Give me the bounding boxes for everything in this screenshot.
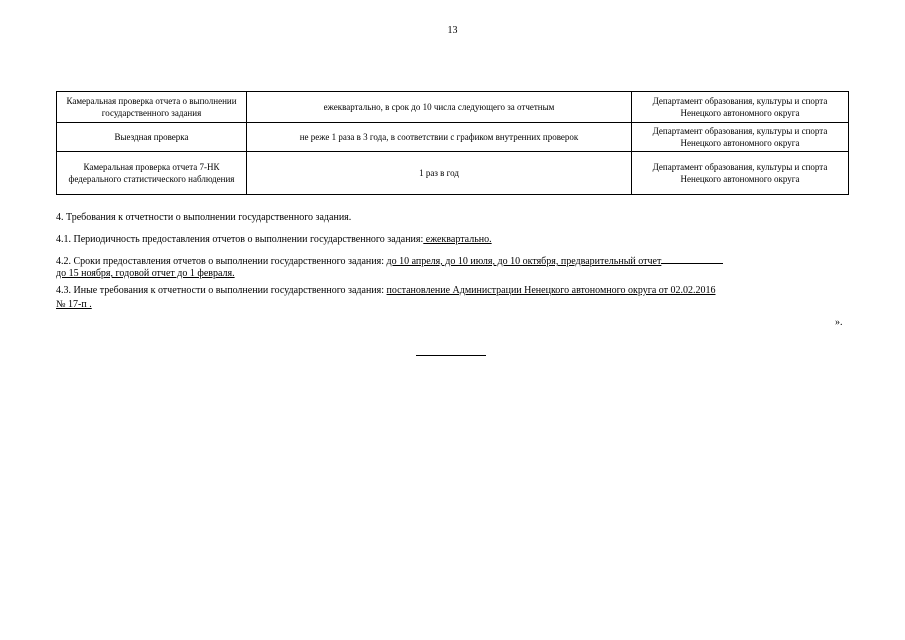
periodicity-cell: ежеквартально, в срок до 10 числа следующего за отчетным xyxy=(247,92,632,123)
control-form-cell: Камеральная проверка отчета 7-НК федерального статистического наблюдения xyxy=(57,152,247,195)
control-form-cell: Выездная проверка xyxy=(57,123,247,152)
authority-cell: Департамент образования, культуры и спорта Ненецкого автономного округа xyxy=(632,152,849,195)
section-4-1-value: ежеквартально. xyxy=(423,234,492,245)
periodicity-cell: 1 раз в год xyxy=(247,152,632,195)
fill-line xyxy=(661,254,723,264)
periodicity-cell: не реже 1 раза в 3 года, в соответствии с графиком внутренних проверок xyxy=(247,123,632,152)
section-4-3-value-1: постановление Администрации Ненецкого автономного округа от 02.02.2016 xyxy=(386,285,716,296)
section-4-3-line-2 xyxy=(56,298,848,311)
divider-line xyxy=(416,355,486,356)
authority-cell: Департамент образования, культуры и спорта Ненецкого автономного округа xyxy=(632,92,849,123)
section-4-title: 4. Требования к отчетности о выполнении государственного задания. xyxy=(56,212,352,223)
table-row xyxy=(57,152,849,195)
section-4-3-line-1 xyxy=(56,284,848,297)
section-4-2-line-2 xyxy=(56,267,848,280)
closing-quote: ». xyxy=(835,317,843,328)
control-form-cell: Камеральная проверка отчета о выполнении государственного задания xyxy=(57,92,247,123)
section-4-2-line-1 xyxy=(56,254,848,268)
control-table xyxy=(56,91,849,195)
page-number: 13 xyxy=(447,25,458,36)
section-4-3-label: 4.3. Иные требования к отчетности о выполнении государственного задания: xyxy=(56,285,387,296)
section-4-2-value-1: до 10 апреля, до 10 июля, до 10 октября, предварительный отчет xyxy=(386,256,662,267)
section-4-1 xyxy=(56,233,848,246)
table-row xyxy=(57,92,849,123)
table-row xyxy=(57,123,849,152)
section-4-2-value-2: до 15 ноября, годовой отчет до 1 февраля. xyxy=(56,268,235,279)
authority-cell: Департамент образования, культуры и спорта Ненецкого автономного округа xyxy=(632,123,849,152)
section-4-1-label: 4.1. Периодичность предоставления отчетов о выполнении государственного задания: xyxy=(56,234,424,245)
section-4-3-value-2: № 17-п . xyxy=(56,299,92,310)
section-4-2-label: 4.2. Сроки предоставления отчетов о выполнении государственного задания: xyxy=(56,256,387,267)
